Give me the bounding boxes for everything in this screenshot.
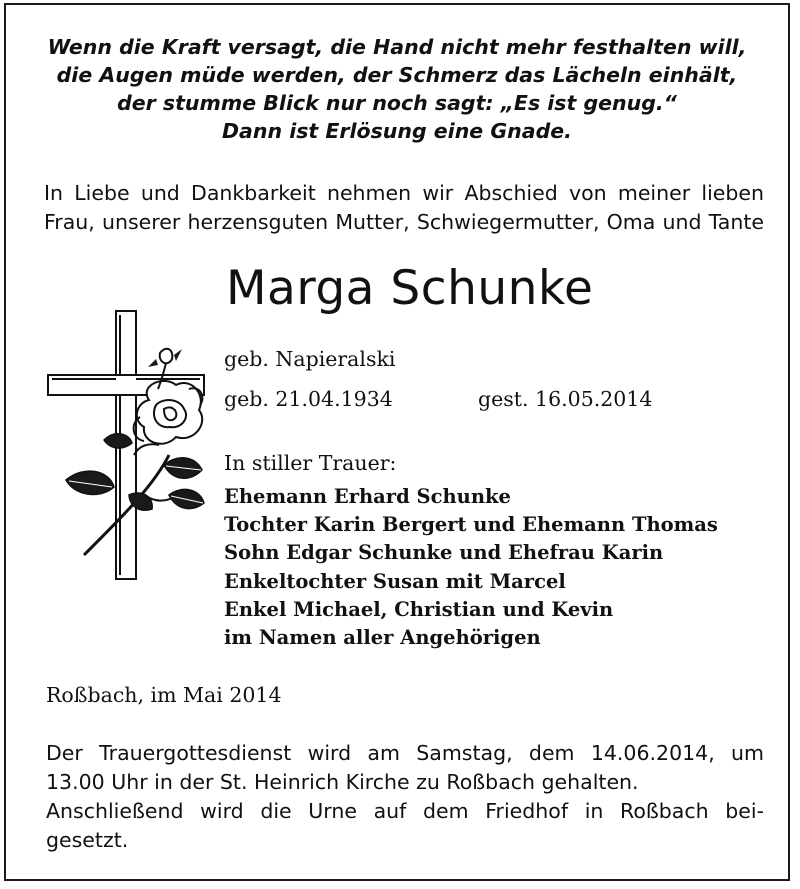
service-info — [46, 739, 764, 855]
birth-date: geb. 21.04.1934 — [224, 387, 393, 411]
intro-text — [44, 179, 764, 237]
mourner-line: im Namen aller Angehörigen — [224, 626, 541, 650]
cross-with-rose-icon — [44, 305, 216, 585]
mourner-line: Enkeltochter Susan mit Marcel — [224, 569, 566, 593]
maiden-name: geb. Napieralski — [224, 347, 396, 371]
service-line: gesetzt. — [46, 828, 129, 852]
service-line: 13.00 Uhr in der St. Heinrich Kirche zu Roßbach gehalten. — [46, 770, 639, 794]
poem-line: die Augen müde werden, der Schmerz das Lächeln einhält, — [56, 63, 738, 87]
intro-line: In Liebe und Dankbarkeit nehmen wir Abschied von meiner lieben — [44, 181, 764, 205]
service-line: Der Trauergottesdienst wird am Samstag, dem 14.06.2014, um — [46, 741, 764, 765]
death-date: gest. 16.05.2014 — [478, 387, 653, 411]
poem — [6, 33, 788, 145]
place-date: Roßbach, im Mai 2014 — [46, 683, 282, 707]
mourner-line: Tochter Karin Bergert und Ehemann Thomas — [224, 513, 718, 537]
mourning-heading: In stiller Trauer: — [224, 451, 397, 475]
poem-line: der stumme Blick nur noch sagt: „Es ist genug.“ — [117, 91, 677, 115]
mourners-list — [224, 483, 718, 652]
mourner-line: Ehemann Erhard Schunke — [224, 485, 511, 508]
deceased-name: Marga Schunke — [226, 261, 594, 316]
poem-line: Dann ist Erlösung eine Gnade. — [222, 119, 572, 143]
service-line: Anschließend wird die Urne auf dem Friedhof in Roßbach bei- — [46, 799, 764, 823]
poem-line: Wenn die Kraft versagt, die Hand nicht mehr festhalten will, — [47, 35, 747, 59]
intro-line: Frau, unserer herzensguten Mutter, Schwiegermutter, Oma und Tante — [44, 210, 764, 234]
mourner-line: Sohn Edgar Schunke und Ehefrau Karin — [224, 541, 664, 565]
obituary-notice — [4, 3, 790, 881]
mourner-line: Enkel Michael, Christian und Kevin — [224, 597, 614, 621]
